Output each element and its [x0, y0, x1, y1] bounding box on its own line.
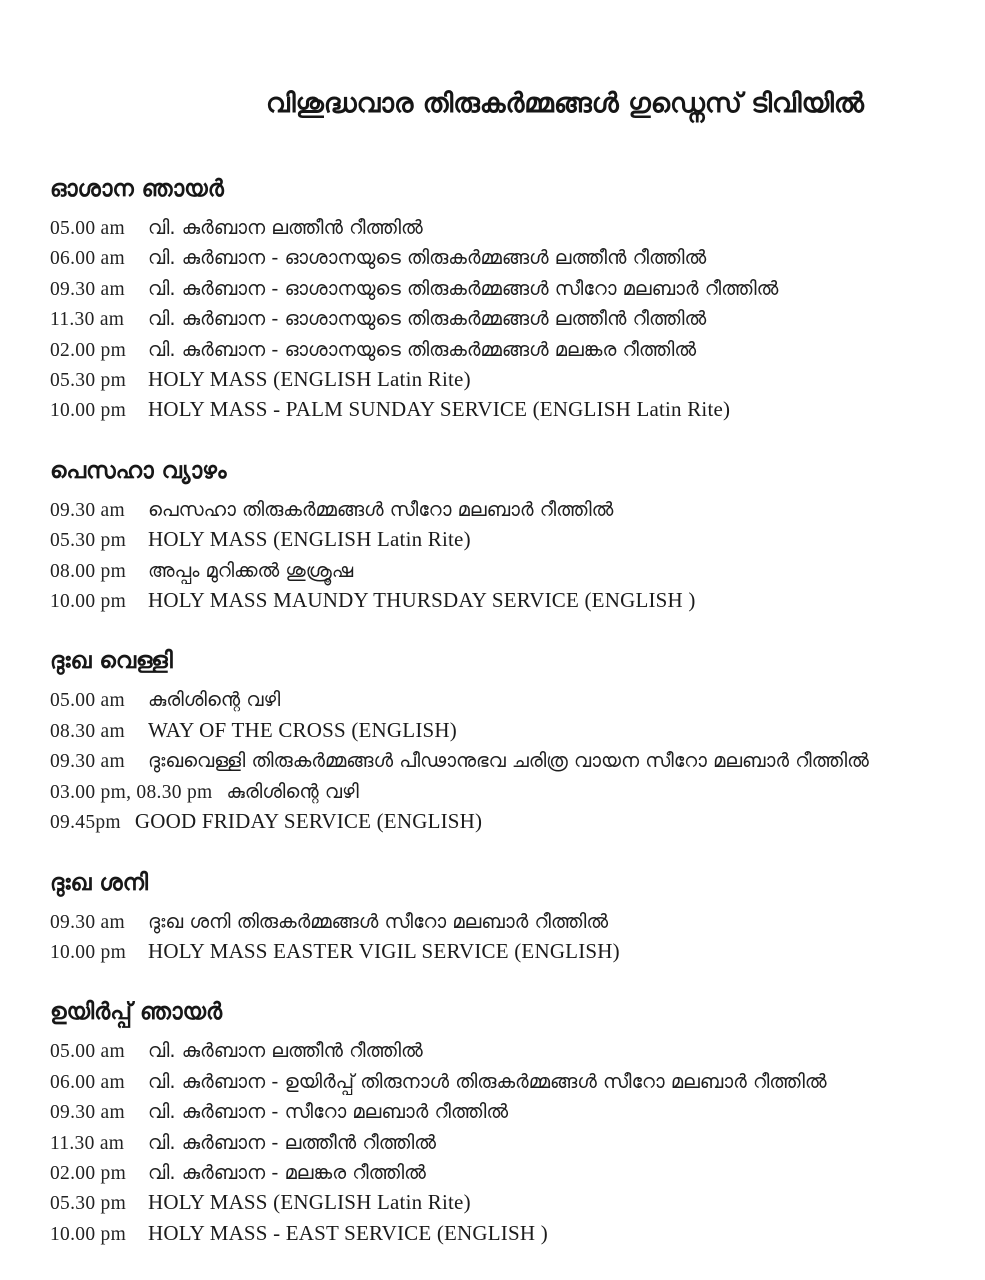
schedule-row	[50, 716, 945, 746]
schedule-row	[50, 335, 945, 365]
schedule-row	[50, 556, 945, 586]
time-label: 08.30 am	[50, 720, 125, 742]
schedule-row	[50, 525, 945, 555]
event-description: കുരിശിന്റെ വഴി	[226, 779, 359, 803]
event-description: HOLY MASS - EAST SERVICE (ENGLISH )	[148, 1220, 548, 1245]
event-description: HOLY MASS EASTER VIGIL SERVICE (ENGLISH)	[148, 938, 620, 963]
time-label: 10.00 pm	[50, 400, 127, 422]
schedule-row	[50, 937, 945, 967]
time-label: 08.00 pm	[50, 560, 127, 582]
event-description: വി. കുർബാന ലത്തീൻ റീത്തിൽ	[148, 1039, 423, 1063]
time-label: 05.00 am	[50, 1041, 125, 1063]
time-label: 09.30 am	[50, 911, 125, 933]
schedule-list	[50, 685, 945, 837]
section-heading-maundy-thursday: പെസഹാ വ്യാഴം	[50, 457, 227, 484]
event-description: വി. കുർബാന - ഓശാനയുടെ തിരുകർമ്മങ്ങൾ മലങ്കര റീത്തിൽ	[148, 337, 697, 361]
schedule-row	[50, 1188, 945, 1218]
schedule-list	[50, 1036, 945, 1249]
event-description: കുരിശിന്റെ വഴി	[148, 688, 281, 712]
event-description: HOLY MASS (ENGLISH Latin Rite)	[148, 1190, 471, 1215]
event-description: HOLY MASS MAUNDY THURSDAY SERVICE (ENGLISH )	[148, 588, 696, 613]
schedule-list	[50, 495, 945, 617]
schedule-row	[50, 685, 945, 715]
time-label: 05.30 pm	[50, 530, 127, 552]
schedule-row	[50, 1097, 945, 1127]
section-easter-sunday	[50, 997, 945, 1249]
event-description: WAY OF THE CROSS (ENGLISH)	[148, 717, 457, 742]
schedule-row	[50, 777, 945, 807]
time-label: 06.00 am	[50, 248, 125, 270]
schedule-row	[50, 274, 945, 304]
section-heading-holy-saturday: ദുഃഖ ശനി	[50, 869, 149, 896]
time-label: 05.00 am	[50, 218, 125, 239]
time-label: 09.30 am	[50, 1102, 125, 1124]
schedule-row	[50, 907, 945, 937]
time-label: 09.30 am	[50, 278, 125, 300]
schedule-list	[50, 213, 945, 426]
section-palm-sunday	[50, 174, 945, 426]
section-heading-easter-sunday: ഉയിർപ്പ് ഞായർ	[50, 999, 223, 1026]
time-label: 11.30 am	[50, 309, 125, 331]
time-label: 09.45pm	[50, 812, 121, 834]
time-label: 10.00 pm	[50, 591, 127, 613]
time-label: 09.30 am	[50, 751, 125, 773]
event-description: വി. കുർബാന ലത്തീൻ റീത്തിൽ	[148, 216, 423, 239]
schedule-row	[50, 1036, 945, 1066]
section-heading-good-friday: ദുഃഖ വെള്ളി	[50, 648, 173, 675]
event-description: വി. കുർബാന - ഓശാനയുടെ തിരുകർമ്മങ്ങൾ ലത്തീൻ റീത്തിൽ	[148, 307, 707, 331]
event-description: വി. കുർബാന - മലങ്കര റീത്തിൽ	[148, 1160, 426, 1184]
event-description: HOLY MASS (ENGLISH Latin Rite)	[148, 367, 471, 392]
event-description: പെസഹാ തിരുകർമ്മങ്ങൾ സീറോ മലബാർ റീത്തിൽ	[148, 497, 614, 521]
schedule-row	[50, 1067, 945, 1097]
event-description: HOLY MASS (ENGLISH Latin Rite)	[148, 527, 471, 552]
schedule-row	[50, 586, 945, 616]
event-description: വി. കുർബാന - ഉയിർപ്പ് തിരുനാൾ തിരുകർമ്മങ്ങൾ സീറോ മലബാർ റീത്തിൽ	[148, 1069, 827, 1093]
time-label: 02.00 pm	[50, 339, 127, 361]
time-label: 05.30 pm	[50, 1193, 127, 1215]
schedule-row	[50, 746, 945, 776]
schedule-list	[50, 907, 945, 968]
schedule-row	[50, 213, 945, 243]
event-description: വി. കുർബാന - ലത്തീൻ റീത്തിൽ	[148, 1130, 436, 1154]
event-description: അപ്പം മുറിക്കൽ ശുശ്രൂഷ	[148, 558, 354, 582]
schedule-row	[50, 304, 945, 334]
time-label: 10.00 pm	[50, 1223, 127, 1245]
time-label: 11.30 am	[50, 1132, 125, 1154]
schedule-row	[50, 395, 945, 425]
section-heading-palm-sunday: ഓശാന ഞായർ	[50, 176, 224, 202]
time-label: 06.00 am	[50, 1071, 125, 1093]
schedule-row	[50, 1158, 945, 1188]
schedule-row	[50, 807, 945, 837]
schedule-row	[50, 365, 945, 395]
time-label: 02.00 pm	[50, 1162, 127, 1184]
section-good-friday	[50, 646, 945, 837]
event-description: ദുഃഖവെള്ളി തിരുകർമ്മങ്ങൾ പീഢാനുഭവ ചരിത്ര വായന സീറോ മലബാർ റീത്തിൽ	[148, 749, 869, 773]
time-label: 05.00 am	[50, 690, 125, 712]
event-description: വി. കുർബാന - സീറോ മലബാർ റീത്തിൽ	[148, 1100, 509, 1124]
schedule-row	[50, 243, 945, 273]
section-holy-saturday	[50, 868, 945, 968]
schedule-row	[50, 1128, 945, 1158]
event-description: GOOD FRIDAY SERVICE (ENGLISH)	[134, 809, 483, 834]
event-description: ദുഃഖ ശനി തിരുകർമ്മങ്ങൾ സീറോ മലബാർ റീത്തിൽ	[148, 909, 609, 933]
event-description: വി. കുർബാന - ഓശാനയുടെ തിരുകർമ്മങ്ങൾ സീറോ മലബാർ റീത്തിൽ	[148, 276, 779, 300]
time-label: 09.30 am	[50, 499, 125, 521]
schedule-row	[50, 1219, 945, 1249]
event-description: HOLY MASS - PALM SUNDAY SERVICE (ENGLISH Latin Rite)	[148, 397, 731, 422]
time-label: 05.30 pm	[50, 370, 127, 392]
time-label: 03.00 pm, 08.30 pm	[50, 781, 213, 803]
schedule-row	[50, 495, 945, 525]
document-title: വിശുദ്ധവാര തിരുകർമ്മങ്ങൾ ഗുഡ്നെസ് ടിവിയിൽ	[266, 88, 864, 119]
time-label: 10.00 pm	[50, 941, 127, 963]
section-maundy-thursday	[50, 456, 945, 617]
event-description: വി. കുർബാന - ഓശാനയുടെ തിരുകർമ്മങ്ങൾ ലത്തീൻ റീത്തിൽ	[148, 246, 707, 270]
